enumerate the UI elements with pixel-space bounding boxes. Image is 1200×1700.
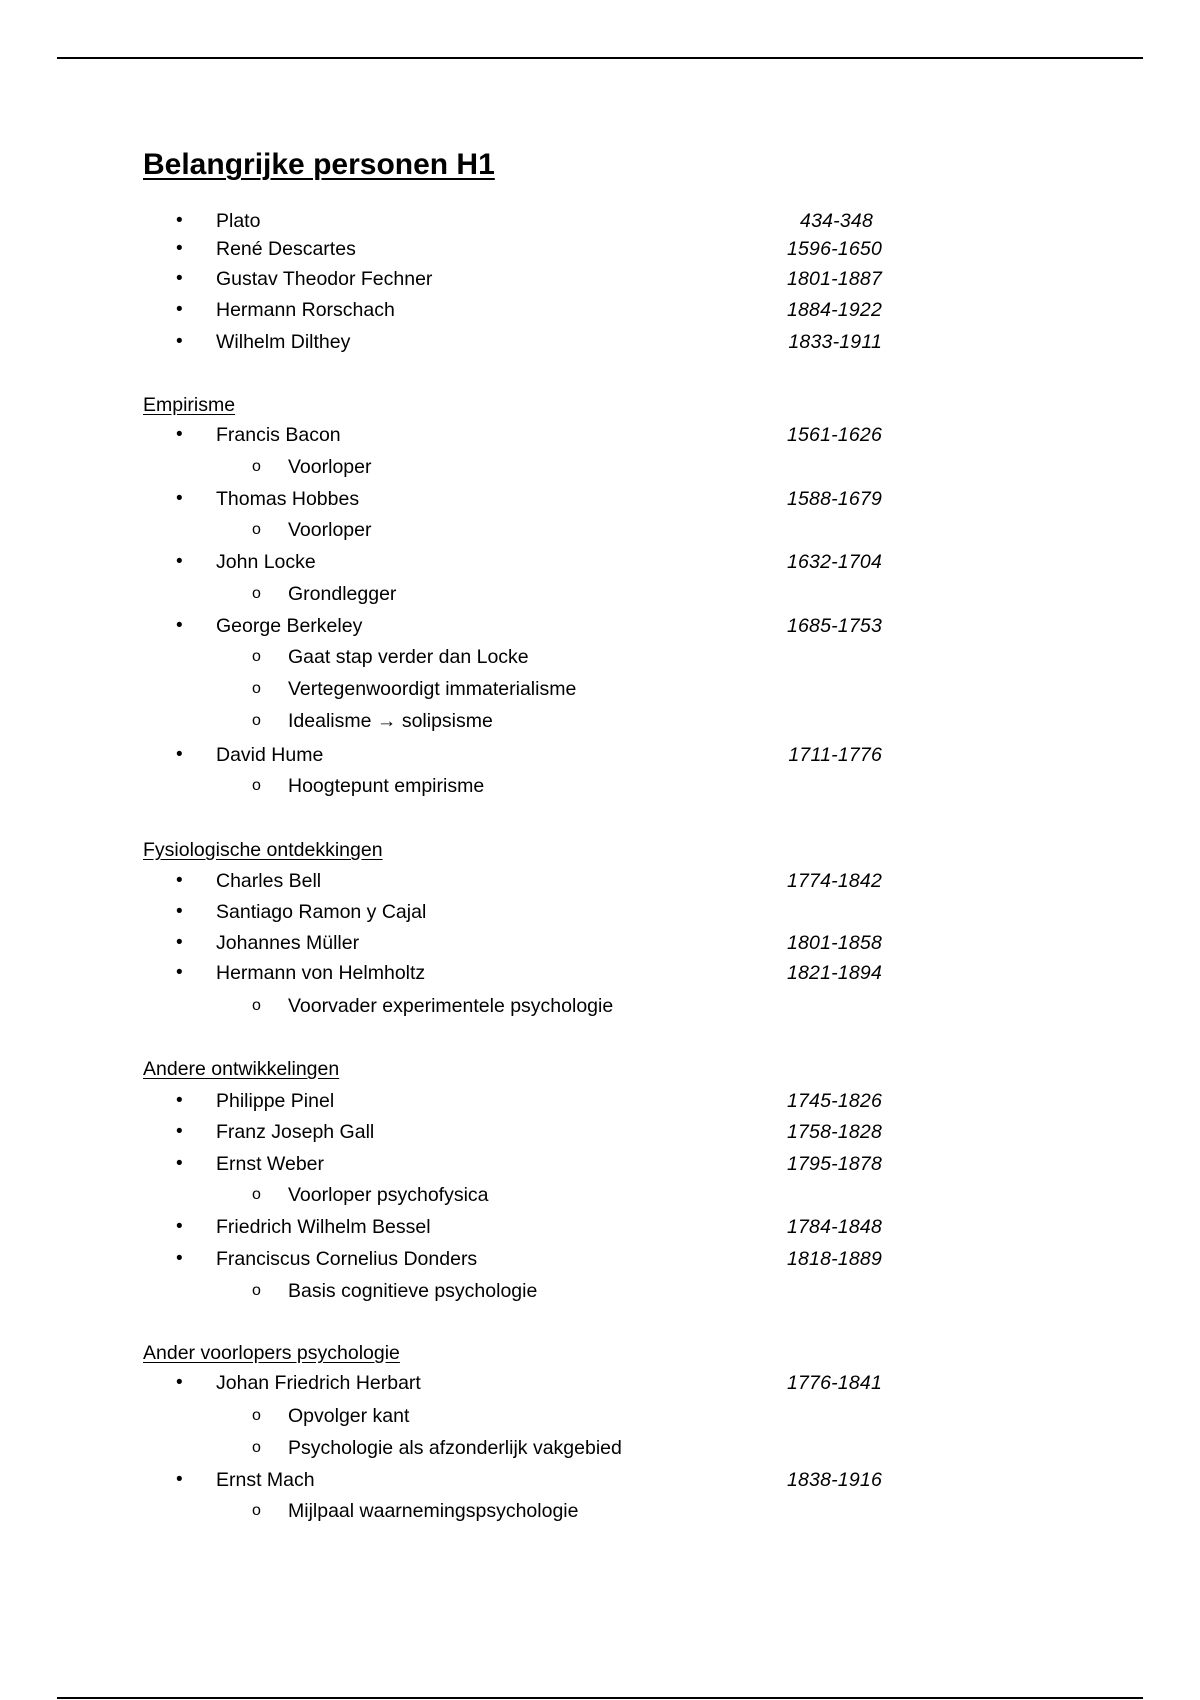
list-item	[0, 611, 1200, 641]
sub-list-item	[0, 1433, 1200, 1463]
person-years: 1776-1841	[786, 1372, 882, 1394]
person-years: 1685-1753	[786, 615, 882, 637]
sub-list-item	[0, 1276, 1200, 1306]
section-heading: Empirisme	[143, 394, 236, 416]
list-item	[0, 547, 1200, 577]
person-name: Francis Bacon	[216, 424, 341, 446]
sub-list-item	[0, 452, 1200, 482]
bullet-icon: •	[176, 488, 183, 509]
circle-bullet-icon: o	[252, 1439, 261, 1456]
person-note: Psychologie als afzonderlijk vakgebied	[288, 1437, 622, 1459]
person-note: Voorloper psychofysica	[288, 1184, 489, 1206]
bullet-icon: •	[176, 331, 183, 352]
circle-bullet-icon: o	[252, 997, 261, 1014]
person-name: Johan Friedrich Herbart	[216, 1372, 421, 1394]
person-years: 1833-1911	[788, 331, 882, 353]
person-name: Johannes Müller	[216, 932, 360, 954]
bullet-icon: •	[176, 1372, 183, 1393]
section-heading: Andere ontwikkelingen	[143, 1058, 340, 1080]
person-note: Grondlegger	[288, 583, 397, 605]
person-name: Franciscus Cornelius Donders	[216, 1248, 478, 1270]
list-item	[0, 1149, 1200, 1179]
list-item	[0, 484, 1200, 514]
person-years: 1801-1858	[786, 932, 882, 954]
list-item	[0, 327, 1200, 357]
person-name: Hermann von Helmholtz	[216, 962, 426, 984]
top-rule	[57, 57, 1143, 59]
bullet-icon: •	[176, 1248, 183, 1269]
circle-bullet-icon: o	[252, 585, 261, 602]
person-note: Voorloper	[288, 519, 372, 541]
section-heading-row	[0, 835, 1200, 865]
circle-bullet-icon: o	[252, 680, 261, 697]
bullet-icon: •	[176, 1216, 183, 1237]
circle-bullet-icon: o	[252, 648, 261, 665]
person-years: 1884-1922	[786, 299, 882, 321]
list-item	[0, 1244, 1200, 1274]
person-years: 434-348	[800, 210, 873, 232]
bullet-icon: •	[176, 210, 183, 231]
person-years: 1795-1878	[786, 1153, 882, 1175]
bullet-icon: •	[176, 870, 183, 891]
bullet-icon: •	[176, 932, 183, 953]
bullet-icon: •	[176, 1121, 183, 1142]
list-item	[0, 264, 1200, 294]
list-item	[0, 928, 1200, 958]
bullet-icon: •	[176, 299, 183, 320]
person-name: Gustav Theodor Fechner	[216, 268, 433, 290]
note-text: Idealisme	[288, 710, 372, 732]
person-note: Voorloper	[288, 456, 372, 478]
person-name: Franz Joseph Gall	[216, 1121, 375, 1143]
person-years: 1596-1650	[786, 238, 882, 260]
sub-list-item	[0, 642, 1200, 672]
person-name: George Berkeley	[216, 615, 363, 637]
sub-list-item	[0, 991, 1200, 1021]
person-years: 1745-1826	[786, 1090, 882, 1112]
sub-list-item	[0, 1180, 1200, 1210]
section-heading-row	[0, 390, 1200, 420]
sub-list-item	[0, 771, 1200, 801]
bullet-icon: •	[176, 268, 183, 289]
circle-bullet-icon: o	[252, 1502, 261, 1519]
circle-bullet-icon: o	[252, 1186, 261, 1203]
person-name: René Descartes	[216, 238, 356, 260]
bullet-icon: •	[176, 238, 183, 259]
person-note: Vertegenwoordigt immaterialisme	[288, 678, 577, 700]
person-years: 1588-1679	[786, 488, 882, 510]
person-name: Ernst Mach	[216, 1469, 315, 1491]
person-name: Hermann Rorschach	[216, 299, 395, 321]
person-name: Plato	[216, 210, 261, 232]
person-note: Hoogtepunt empirisme	[288, 775, 485, 797]
list-item	[0, 295, 1200, 325]
list-item	[0, 866, 1200, 896]
person-years: 1818-1889	[786, 1248, 882, 1270]
page-title: Belangrijke personen H1	[143, 148, 495, 181]
person-years: 1774-1842	[786, 870, 882, 892]
bullet-icon: •	[176, 901, 183, 922]
person-name: Santiago Ramon y Cajal	[216, 901, 427, 923]
list-item	[0, 206, 1200, 236]
list-item	[0, 958, 1200, 988]
person-note: Mijlpaal waarnemingspsychologie	[288, 1500, 579, 1522]
person-note: Voorvader experimentele psychologie	[288, 995, 614, 1017]
list-item	[0, 1212, 1200, 1242]
list-item	[0, 740, 1200, 770]
section-heading: Ander voorlopers psychologie	[143, 1342, 400, 1364]
section-heading-row	[0, 1054, 1200, 1084]
person-name: Charles Bell	[216, 870, 322, 892]
bullet-icon: •	[176, 1153, 183, 1174]
arrow-right-icon: →	[376, 710, 397, 732]
person-years: 1838-1916	[786, 1469, 882, 1491]
circle-bullet-icon: o	[252, 521, 261, 538]
sub-list-item	[0, 1496, 1200, 1526]
circle-bullet-icon: o	[252, 777, 261, 794]
section-heading-row	[0, 1338, 1200, 1368]
person-years: 1632-1704	[786, 551, 882, 573]
person-name: Wilhelm Dilthey	[216, 331, 351, 353]
bullet-icon: •	[176, 615, 183, 636]
sub-list-item	[0, 515, 1200, 545]
bottom-rule	[57, 1697, 1143, 1699]
note-text: solipsisme	[401, 710, 493, 732]
person-years: 1784-1848	[786, 1216, 882, 1238]
list-item	[0, 1086, 1200, 1116]
bullet-icon: •	[176, 424, 183, 445]
person-years: 1561-1626	[786, 424, 882, 446]
sub-list-item	[0, 674, 1200, 704]
circle-bullet-icon: o	[252, 1282, 261, 1299]
person-name: Thomas Hobbes	[216, 488, 360, 510]
circle-bullet-icon: o	[252, 712, 261, 729]
circle-bullet-icon: o	[252, 458, 261, 475]
list-item	[0, 1368, 1200, 1398]
list-item	[0, 1465, 1200, 1495]
person-name: Ernst Weber	[216, 1153, 325, 1175]
person-note: Gaat stap verder dan Locke	[288, 646, 529, 668]
list-item	[0, 420, 1200, 450]
person-name: John Locke	[216, 551, 316, 573]
section-heading: Fysiologische ontdekkingen	[143, 839, 383, 861]
person-years: 1711-1776	[788, 744, 882, 766]
list-item	[0, 234, 1200, 264]
person-name: Philippe Pinel	[216, 1090, 335, 1112]
bullet-icon: •	[176, 744, 183, 765]
sub-list-item	[0, 1401, 1200, 1431]
sub-list-item	[0, 706, 1200, 736]
bullet-icon: •	[176, 551, 183, 572]
bullet-icon: •	[176, 1469, 183, 1490]
list-item	[0, 897, 1200, 927]
person-name: Friedrich Wilhelm Bessel	[216, 1216, 431, 1238]
person-years: 1821-1894	[786, 962, 882, 984]
bullet-icon: •	[176, 962, 183, 983]
person-note	[288, 706, 493, 736]
bullet-icon: •	[176, 1090, 183, 1111]
person-note: Opvolger kant	[288, 1405, 410, 1427]
person-note: Basis cognitieve psychologie	[288, 1280, 538, 1302]
list-item	[0, 1117, 1200, 1147]
person-years: 1801-1887	[786, 268, 882, 290]
person-name: David Hume	[216, 744, 324, 766]
sub-list-item	[0, 579, 1200, 609]
person-years: 1758-1828	[786, 1121, 882, 1143]
circle-bullet-icon: o	[252, 1407, 261, 1424]
